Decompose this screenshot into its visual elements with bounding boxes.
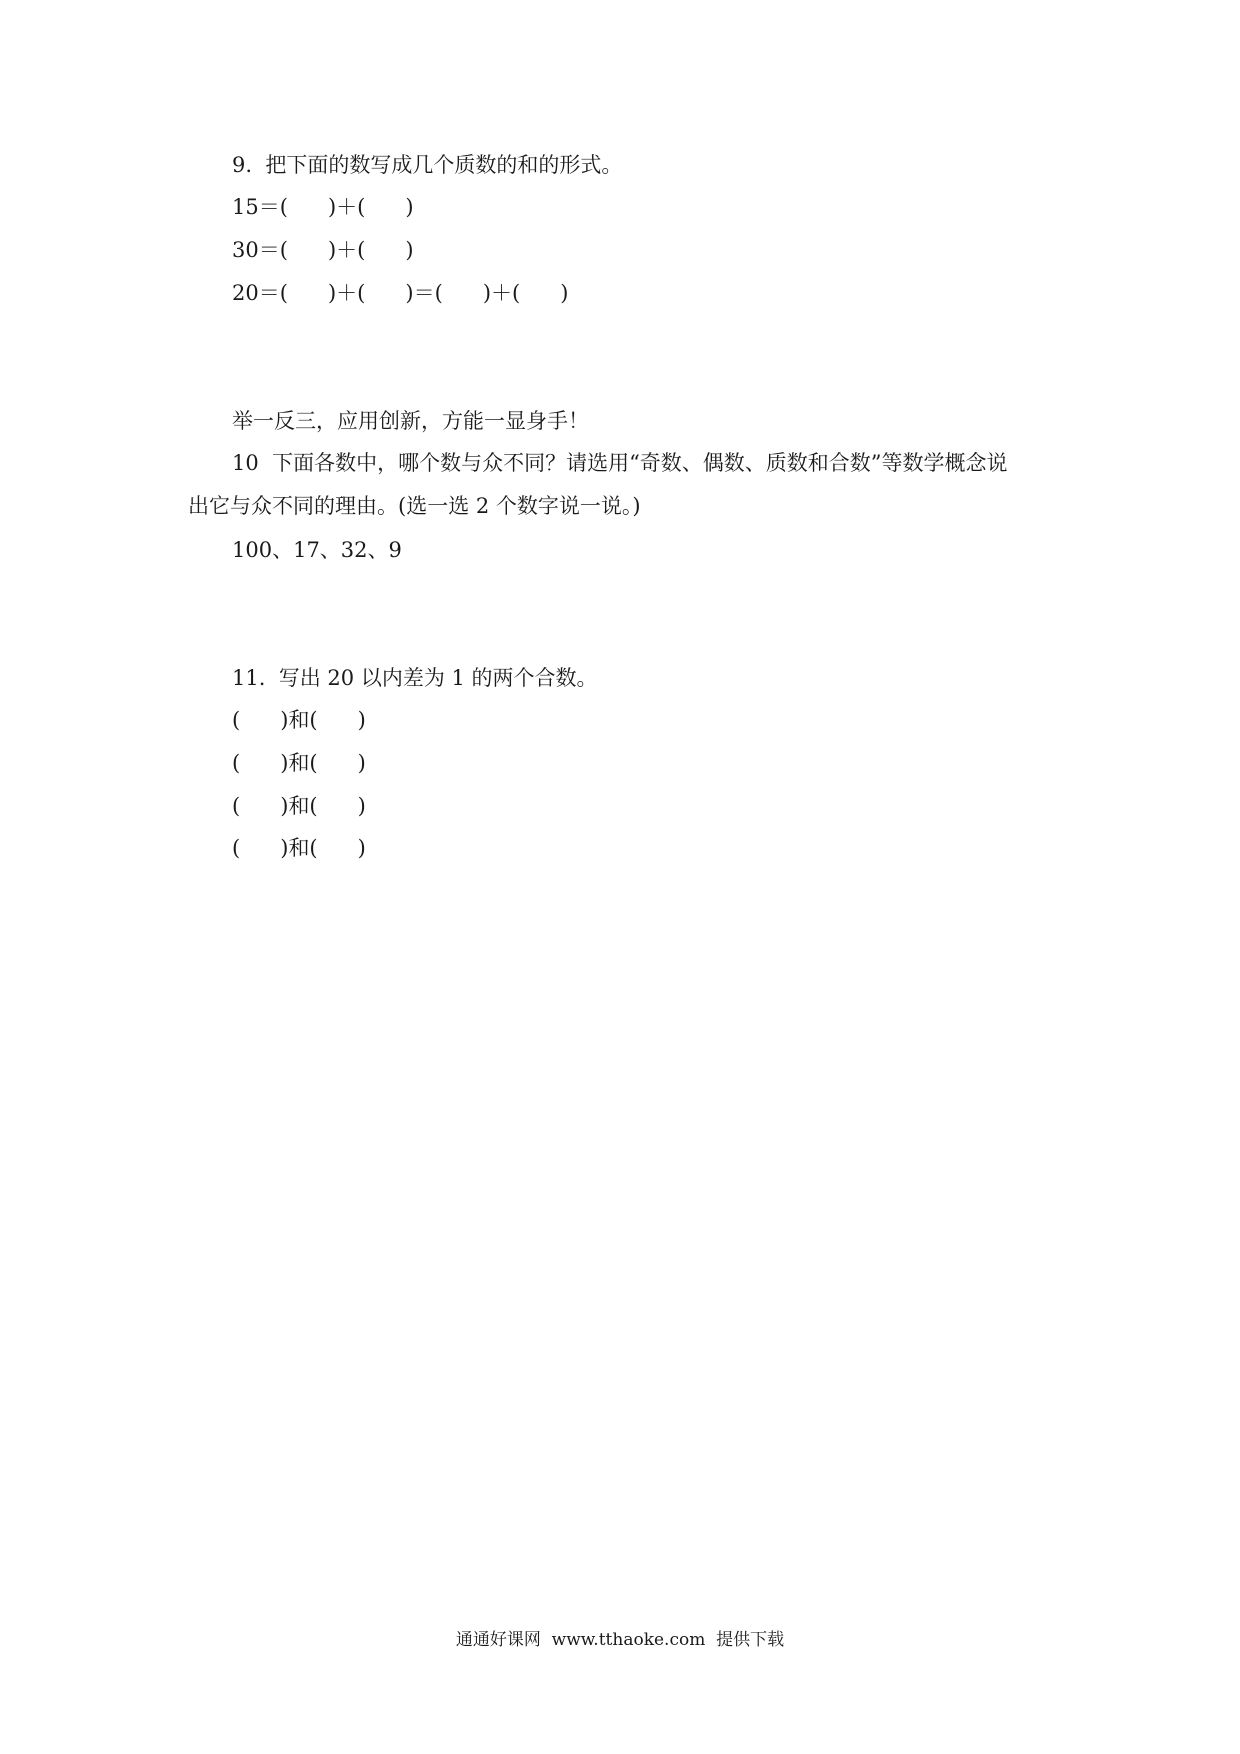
q9-title: 9. 把下面的数写成几个质数的和的形式。: [232, 153, 623, 177]
q9-line-1: 15＝( )＋( ): [232, 195, 414, 219]
q10-line-1: 10 下面各数中，哪个数与众不同？请选用“奇数、偶数、质数和合数”等数学概念说: [232, 451, 1008, 475]
q11-line-1: ( )和( ): [232, 708, 366, 732]
q11-line-3: ( )和( ): [232, 794, 366, 818]
q9-line-3: 20＝( )＋( )＝( )＋( ): [232, 281, 569, 305]
q10-numbers: 100、17、32、9: [232, 538, 402, 562]
q10-line-2: 出它与众不同的理由。(选一选 2 个数字说一说。): [188, 494, 641, 518]
section-heading: 举一反三，应用创新，方能一显身手！: [232, 409, 589, 433]
q9-line-2: 30＝( )＋( ): [232, 238, 414, 262]
q11-line-2: ( )和( ): [232, 751, 366, 775]
page-footer: 通通好课网 www.tthaoke.com 提供下载: [455, 1630, 785, 1650]
q11-title: 11. 写出 20 以内差为 1 的两个合数。: [232, 666, 598, 690]
q11-line-4: ( )和( ): [232, 836, 366, 860]
